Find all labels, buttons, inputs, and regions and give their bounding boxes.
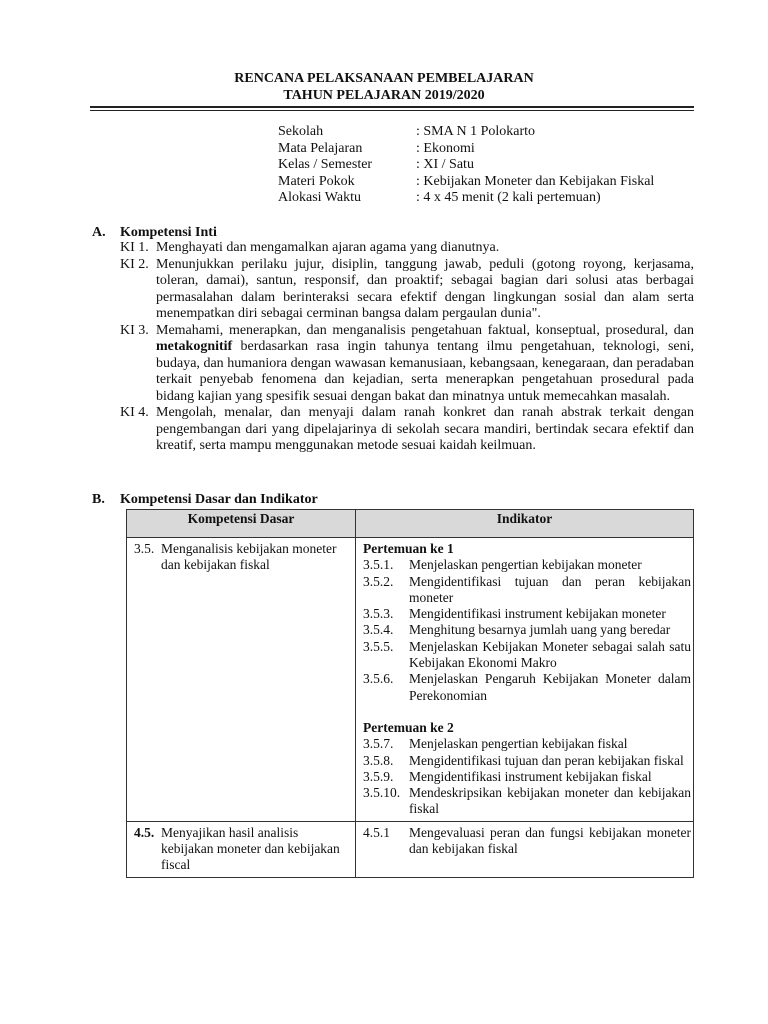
- doc-subtitle: TAHUN PELAJARAN 2019/2020: [283, 88, 485, 103]
- column-header-indicator: Indikator: [356, 510, 694, 538]
- table-row: [127, 821, 694, 877]
- indicator-cell: [356, 538, 694, 822]
- indicator-text: Menjelaskan Kebijakan Moneter sebagai salah satu Kebijakan Ekonomi Makro: [409, 638, 691, 671]
- ki-number: KI 4.: [120, 405, 149, 420]
- identity-value: : Kebijakan Moneter dan Kebijakan Fiskal: [416, 173, 655, 189]
- identity-row: [278, 174, 654, 191]
- column-header-kd: Kompetensi Dasar: [127, 510, 356, 538]
- kd-text: Menyajikan hasil analisis kebijakan moneter dan kebijakan fiscal: [161, 824, 340, 873]
- section-a-heading: [92, 224, 217, 241]
- indicator-item: [363, 574, 691, 607]
- identity-label: Alokasi Waktu: [278, 190, 361, 206]
- indicator-text: Mengevaluasi peran dan fungsi kebijakan moneter dan kebijakan fiskal: [409, 824, 691, 857]
- indicator-number: 3.5.1.: [363, 557, 394, 573]
- indicator-text: Menjelaskan pengertian kebijakan moneter: [409, 557, 642, 573]
- ki-number: KI 1.: [120, 240, 149, 255]
- kompetensi-inti-list: [120, 240, 694, 455]
- ki-number: KI 3.: [120, 322, 149, 338]
- section-letter: A.: [92, 225, 106, 240]
- ki-text-bold: metakognitif: [156, 339, 233, 354]
- identity-value: : XI / Satu: [416, 157, 474, 173]
- identity-label: Sekolah: [278, 124, 324, 139]
- ki-item: [120, 405, 694, 455]
- indicator-text: Menghitung besarnya jumlah uang yang beredar: [409, 622, 671, 638]
- indicator-text: Mengidentifikasi instrument kebijakan moneter: [409, 606, 666, 622]
- ki-text: [156, 323, 694, 406]
- identity-value: : SMA N 1 Polokarto: [416, 124, 536, 139]
- identity-block: [278, 124, 654, 207]
- ki-number: KI 2.: [120, 256, 149, 272]
- section-title: Kompetensi Dasar dan Indikator: [120, 492, 318, 507]
- ki-item: [120, 240, 694, 257]
- indicator-cell: [356, 821, 694, 877]
- identity-row: [278, 141, 654, 158]
- indicator-text: Mengidentifikasi tujuan dan peran kebijakan fiskal: [409, 752, 684, 768]
- indicator-item: [363, 622, 691, 638]
- identity-value: : 4 x 45 menit (2 kali pertemuan): [416, 190, 601, 206]
- indicator-number: 3.5.4.: [363, 622, 394, 638]
- identity-label: Mata Pelajaran: [278, 140, 363, 156]
- spacer: [363, 704, 691, 720]
- title-rule-thick: [90, 106, 694, 108]
- indicator-number: 4.5.1: [363, 824, 390, 840]
- kd-cell: [127, 821, 356, 877]
- kd-text: Menganalisis kebijakan moneter dan kebijakan fiskal: [161, 541, 337, 573]
- indicator-item: [363, 606, 691, 622]
- kd-number: 4.5.: [134, 824, 155, 840]
- ki-item: [120, 257, 694, 323]
- indicator-number: 3.5.9.: [363, 768, 394, 784]
- identity-label: Kelas / Semester: [278, 157, 373, 173]
- kd-indicator-table: [126, 509, 694, 878]
- identity-row: [278, 157, 654, 174]
- indicator-number: 3.5.3.: [363, 606, 394, 622]
- indicator-number: 3.5.7.: [363, 736, 394, 752]
- doc-title: RENCANA PELAKSANAAN PEMBELAJARAN: [234, 71, 534, 86]
- indicator-number: 3.5.8.: [363, 752, 394, 768]
- indicator-text: Mendeskripsikan kebijakan moneter dan kebijakan fiskal: [409, 785, 691, 817]
- indicator-number: 3.5.6.: [363, 671, 394, 687]
- meeting-heading: Pertemuan ke 2: [363, 719, 454, 735]
- table-header-row: [127, 510, 694, 538]
- meeting-heading: Pertemuan ke 1: [363, 541, 454, 556]
- indicator-item: [363, 736, 691, 752]
- indicator-number: 3.5.2.: [363, 573, 394, 589]
- ki-text-part: berdasarkan rasa ingin tahunya tentang ilmu pengetahuan, teknologi, seni, budaya, dan humaniora dengan wawasan kemanusiaan, kebangsaan, kenegaraan, dan peradaban terkait penyebab fenomena dan kejadian, serta menerapkan pengetahuan prosedural pada bidang kajian yang spesifik sesuai dengan bakat dan minatnya untuk memecahkan masalah.: [156, 339, 694, 404]
- indicator-item: [363, 769, 691, 785]
- ki-text: Menunjukkan perilaku jujur, disiplin, tanggung jawab, peduli (gotong royong, kerjasama, toleran, damai), santun, responsif, dan proaktif; sebagai bagian dari solusi atas berbagai permasalahan dalam berinteraksi secara efektif dengan lingkungan sosial dan alam serta menempatkan diri sebagai cerminan bangsa dalam pergaulan dunia".: [156, 256, 694, 321]
- indicator-text: Menjelaskan pengertian kebijakan fiskal: [409, 736, 628, 752]
- indicator-text: Menjelaskan Pengaruh Kebijakan Moneter dalam Perekonomian: [409, 671, 691, 703]
- indicator-item: [363, 753, 691, 769]
- indicator-number: 3.5.5.: [363, 638, 394, 654]
- indicator-item: [363, 671, 691, 704]
- indicator-number: 3.5.10.: [363, 785, 401, 801]
- section-title: Kompetensi Inti: [120, 225, 217, 240]
- identity-label: Materi Pokok: [278, 173, 355, 189]
- table-row: [127, 538, 694, 822]
- section-letter: B.: [92, 492, 105, 507]
- identity-row: [278, 190, 654, 207]
- section-b-heading: [92, 491, 318, 508]
- indicator-item: [363, 785, 691, 818]
- indicator-text: Mengidentifikasi instrument kebijakan fiskal: [409, 768, 652, 784]
- kd-number: 3.5.: [134, 541, 155, 556]
- indicator-text: Mengidentifikasi tujuan dan peran kebijakan moneter: [409, 573, 691, 605]
- indicator-item: [363, 639, 691, 672]
- kd-cell: [127, 538, 356, 822]
- ki-text: Menghayati dan mengamalkan ajaran agama yang dianutnya.: [156, 240, 500, 255]
- ki-text: Mengolah, menalar, dan menyaji dalam ranah konkret dan ranah abstrak terkait dengan pengembangan dari yang dipelajarinya di sekolah secara mandiri, bertindak secara efektif dan kreatif, serta mampu menggunakan metode sesuai kaidah keilmuan.: [156, 405, 694, 453]
- identity-value: : Ekonomi: [416, 140, 475, 156]
- title-rule-thin: [90, 110, 694, 111]
- identity-row: [278, 124, 654, 141]
- indicator-item: [363, 557, 691, 573]
- ki-text-part: Memahami, menerapkan, dan menganalisis pengetahuan faktual, konseptual, prosedural, dan: [156, 322, 694, 338]
- ki-item: [120, 323, 694, 406]
- indicator-item: [363, 825, 691, 858]
